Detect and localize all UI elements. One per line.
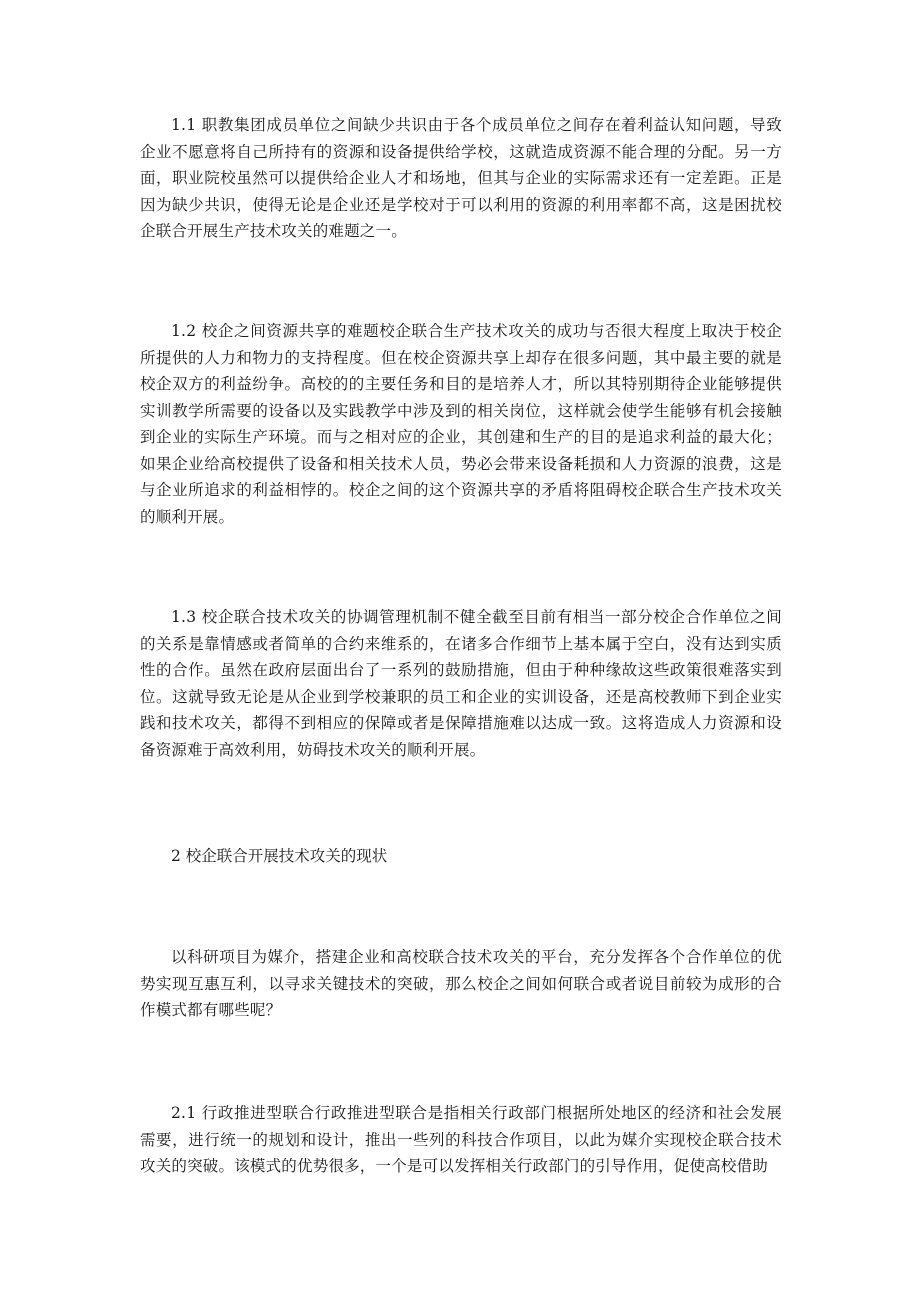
paragraph-1-3: 1.3 校企联合技术攻关的协调管理机制不健全截至目前有相当一部分校企合作单位之间的关系是靠情感或者简单的合约来维系的，在诸多合作细节上基本属于空白，没有达到实质性的合作。虽然在政府层面出台了一系列的鼓励措施，但由于种种缘故这些政策很难落实到位。这就导致无论是从企业到学校兼职的员工和企业的实训设备，还是高校教师下到企业实践和技术攻关，都得不到相应的保障或者是保障措施难以达成一致。这将造成人力资源和设备资源难于高效利用，妨碍技术攻关的顺利开展。 bbox=[140, 608, 782, 759]
paragraph-2-intro: 以科研项目为媒介，搭建企业和高校联合技术攻关的平台，充分发挥各个合作单位的优势实现互惠互利，以寻求关键技术的突破，那么校企之间如何联合或者说目前较为成形的合作模式都有哪些呢？ bbox=[140, 948, 782, 1019]
paragraph-1-1: 1.1 职教集团成员单位之间缺少共识由于各个成员单位之间存在着利益认知问题，导致企业不愿意将自己所持有的资源和设备提供给学校，这就造成资源不能合理的分配。另一方面，职业院校虽然可以提供给企业人才和场地，但其与企业的实际需求还有一定差距。正是因为缺少共识，使得无论是企业还是学校对于可以利用的资源的利用率都不高，这是困扰校企联合开展生产技术攻关的难题之一。 bbox=[140, 116, 782, 240]
paragraph-1-2: 1.2 校企之间资源共享的难题校企联合生产技术攻关的成功与否很大程度上取决于校企所提供的人力和物力的支持程度。但在校企资源共享上却存在很多问题，其中最主要的就是校企双方的利益纷争。高校的的主要任务和目的是培养人才，所以其特别期待企业能够提供实训教学所需要的设备以及实践教学中涉及到的相关岗位，这样就会使学生能够有机会接触到企业的实际生产环境。而与之相对应的企业，其创建和生产的目的是追求利益的最大化；如果企业给高校提供了设备和相关技术人员，势必会带来设备耗损和人力资源的浪费，这是与企业所追求的利益相悖的。校企之间的这个资源共享的矛盾将阻碍校企联合生产技术攻关的顺利开展。 bbox=[140, 322, 782, 526]
paragraph-2-1: 2.1 行政推进型联合行政推进型联合是指相关行政部门根据所处地区的经济和社会发展需要，进行统一的规划和设计，推出一些列的科技合作项目，以此为媒介实现校企联合技术攻关的突破。该模式的优势很多，一个是可以发挥相关行政部门的引导作用，促使高校借助 bbox=[140, 1104, 782, 1175]
section-heading-2: 2 校企联合开展技术攻关的现状 bbox=[171, 847, 388, 865]
